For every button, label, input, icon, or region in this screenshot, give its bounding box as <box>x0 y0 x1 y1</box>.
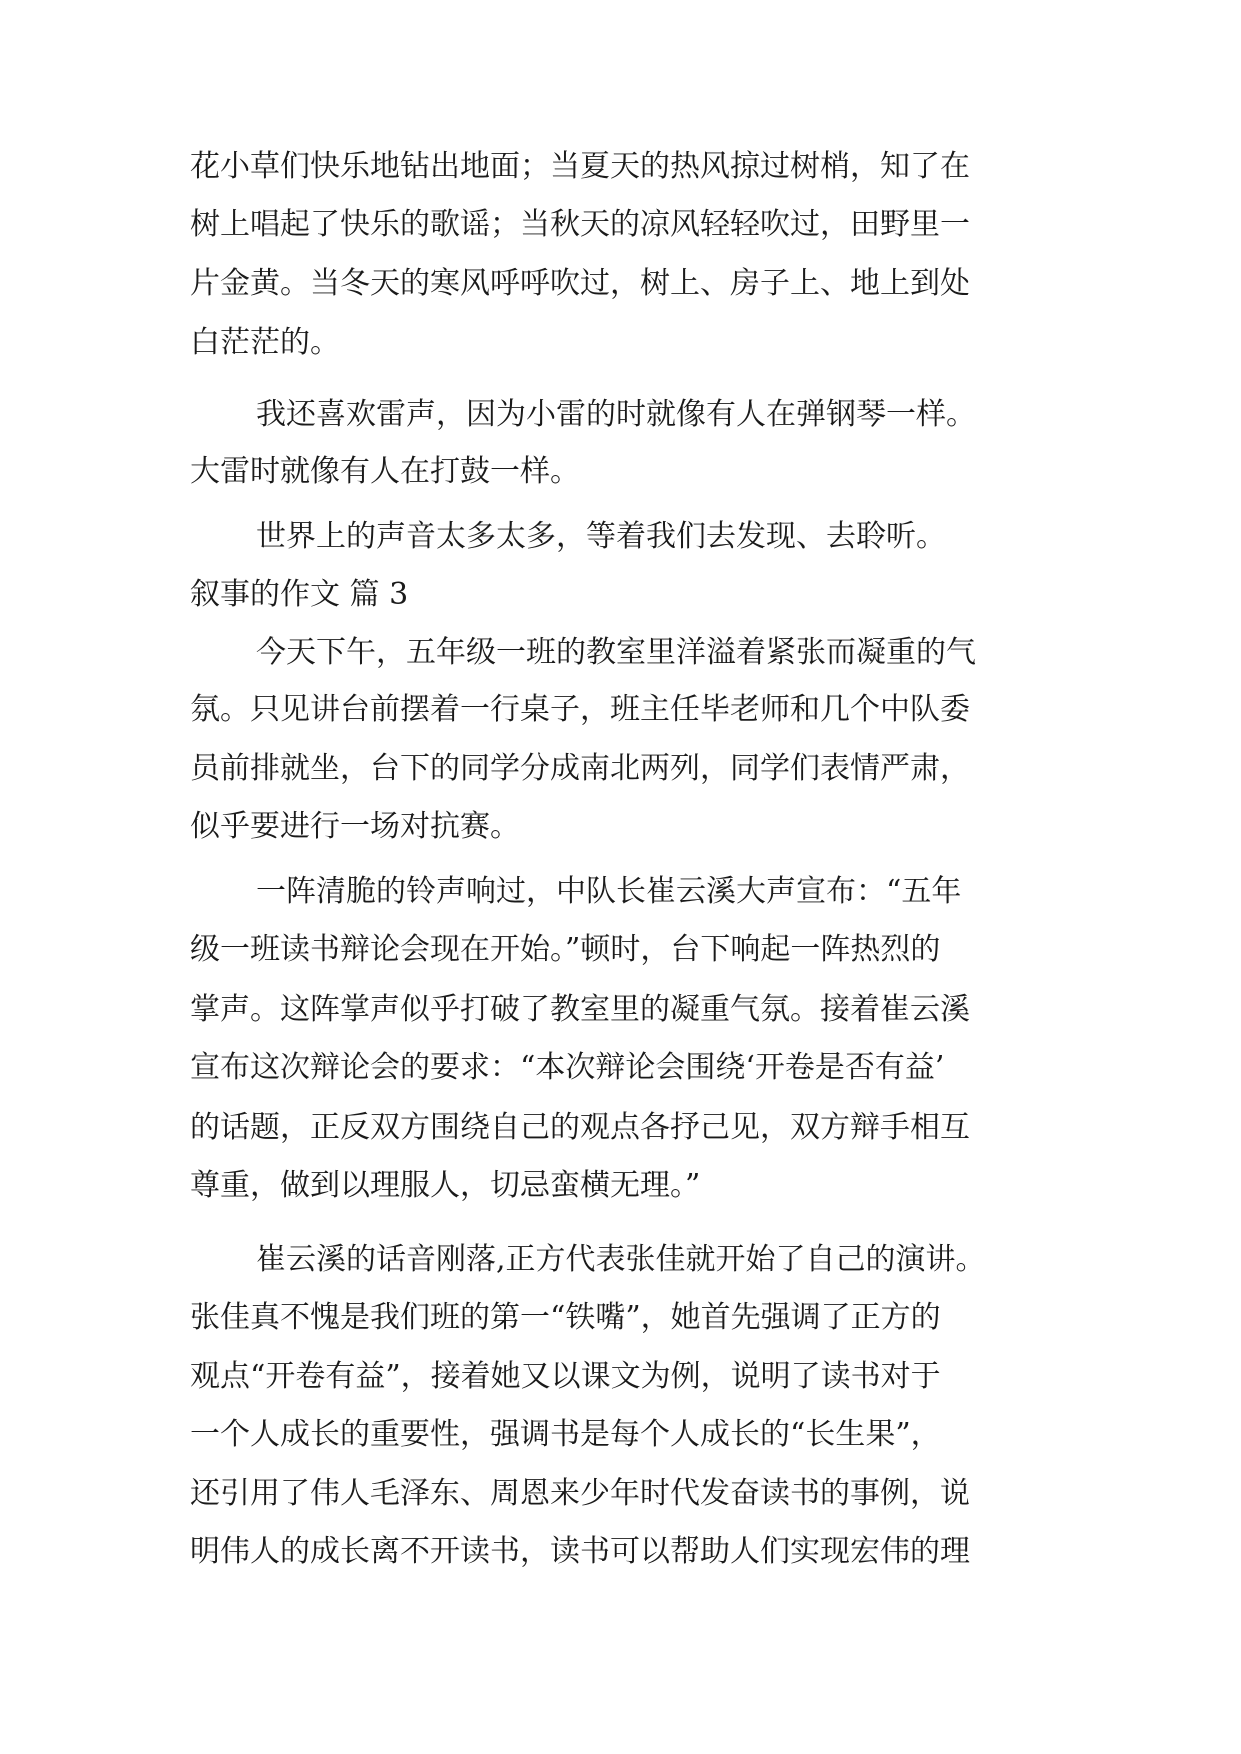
text-line: 还引用了伟人毛泽东、周恩来少年时代发奋读书的事例，说 <box>190 1476 970 1511</box>
text-line: 世界上的声音太多太多，等着我们去发现、去聆听。 <box>256 519 946 554</box>
text-line: 崔云溪的话音刚落,正方代表张佳就开始了自己的演讲。 <box>256 1242 986 1277</box>
text-line: 张佳真不愧是我们班的第一“铁嘴”，她首先强调了正方的 <box>190 1300 941 1335</box>
text-line: 似乎要进行一场对抗赛。 <box>190 809 520 844</box>
text-line: 大雷时就像有人在打鼓一样。 <box>190 454 580 489</box>
text-line: 氛。只见讲台前摆着一行桌子，班主任毕老师和几个中队委 <box>190 692 970 727</box>
text-line: 级一班读书辩论会现在开始。”顿时，台下响起一阵热烈的 <box>190 932 941 967</box>
text-line: 一阵清脆的铃声响过，中队长崔云溪大声宣布：“五年 <box>256 874 962 909</box>
text-line: 的话题，正反双方围绕自己的观点各抒己见，双方辩手相互 <box>190 1110 970 1145</box>
text-line: 掌声。这阵掌声似乎打破了教室里的凝重气氛。接着崔云溪 <box>190 992 970 1027</box>
text-line: 一个人成长的重要性，强调书是每个人成长的“长生果”， <box>190 1417 941 1452</box>
text-line: 尊重，做到以理服人，切忌蛮横无理。” <box>190 1168 701 1203</box>
text-line: 花小草们快乐地钻出地面；当夏天的热风掠过树梢，知了在 <box>190 149 970 184</box>
text-line: 观点“开卷有益”，接着她又以课文为例，说明了读书对于 <box>190 1359 941 1394</box>
text-line: 今天下午，五年级一班的教室里洋溢着紧张而凝重的气 <box>256 635 976 670</box>
text-line: 员前排就坐，台下的同学分成南北两列，同学们表情严肃， <box>190 751 970 786</box>
text-line: 明伟人的成长离不开读书，读书可以帮助人们实现宏伟的理 <box>190 1534 970 1569</box>
text-line: 宣布这次辩论会的要求：“本次辩论会围绕‘开卷是否有益’ <box>190 1050 945 1085</box>
text-line: 我还喜欢雷声，因为小雷的时就像有人在弹钢琴一样。 <box>256 397 976 432</box>
text-line: 片金黄。当冬天的寒风呼呼吹过，树上、房子上、地上到处 <box>190 266 970 301</box>
section-heading: 叙事的作文 篇 3 <box>190 577 409 612</box>
text-line: 白茫茫的。 <box>190 325 340 360</box>
text-line: 树上唱起了快乐的歌谣；当秋天的凉风轻轻吹过，田野里一 <box>190 207 970 242</box>
